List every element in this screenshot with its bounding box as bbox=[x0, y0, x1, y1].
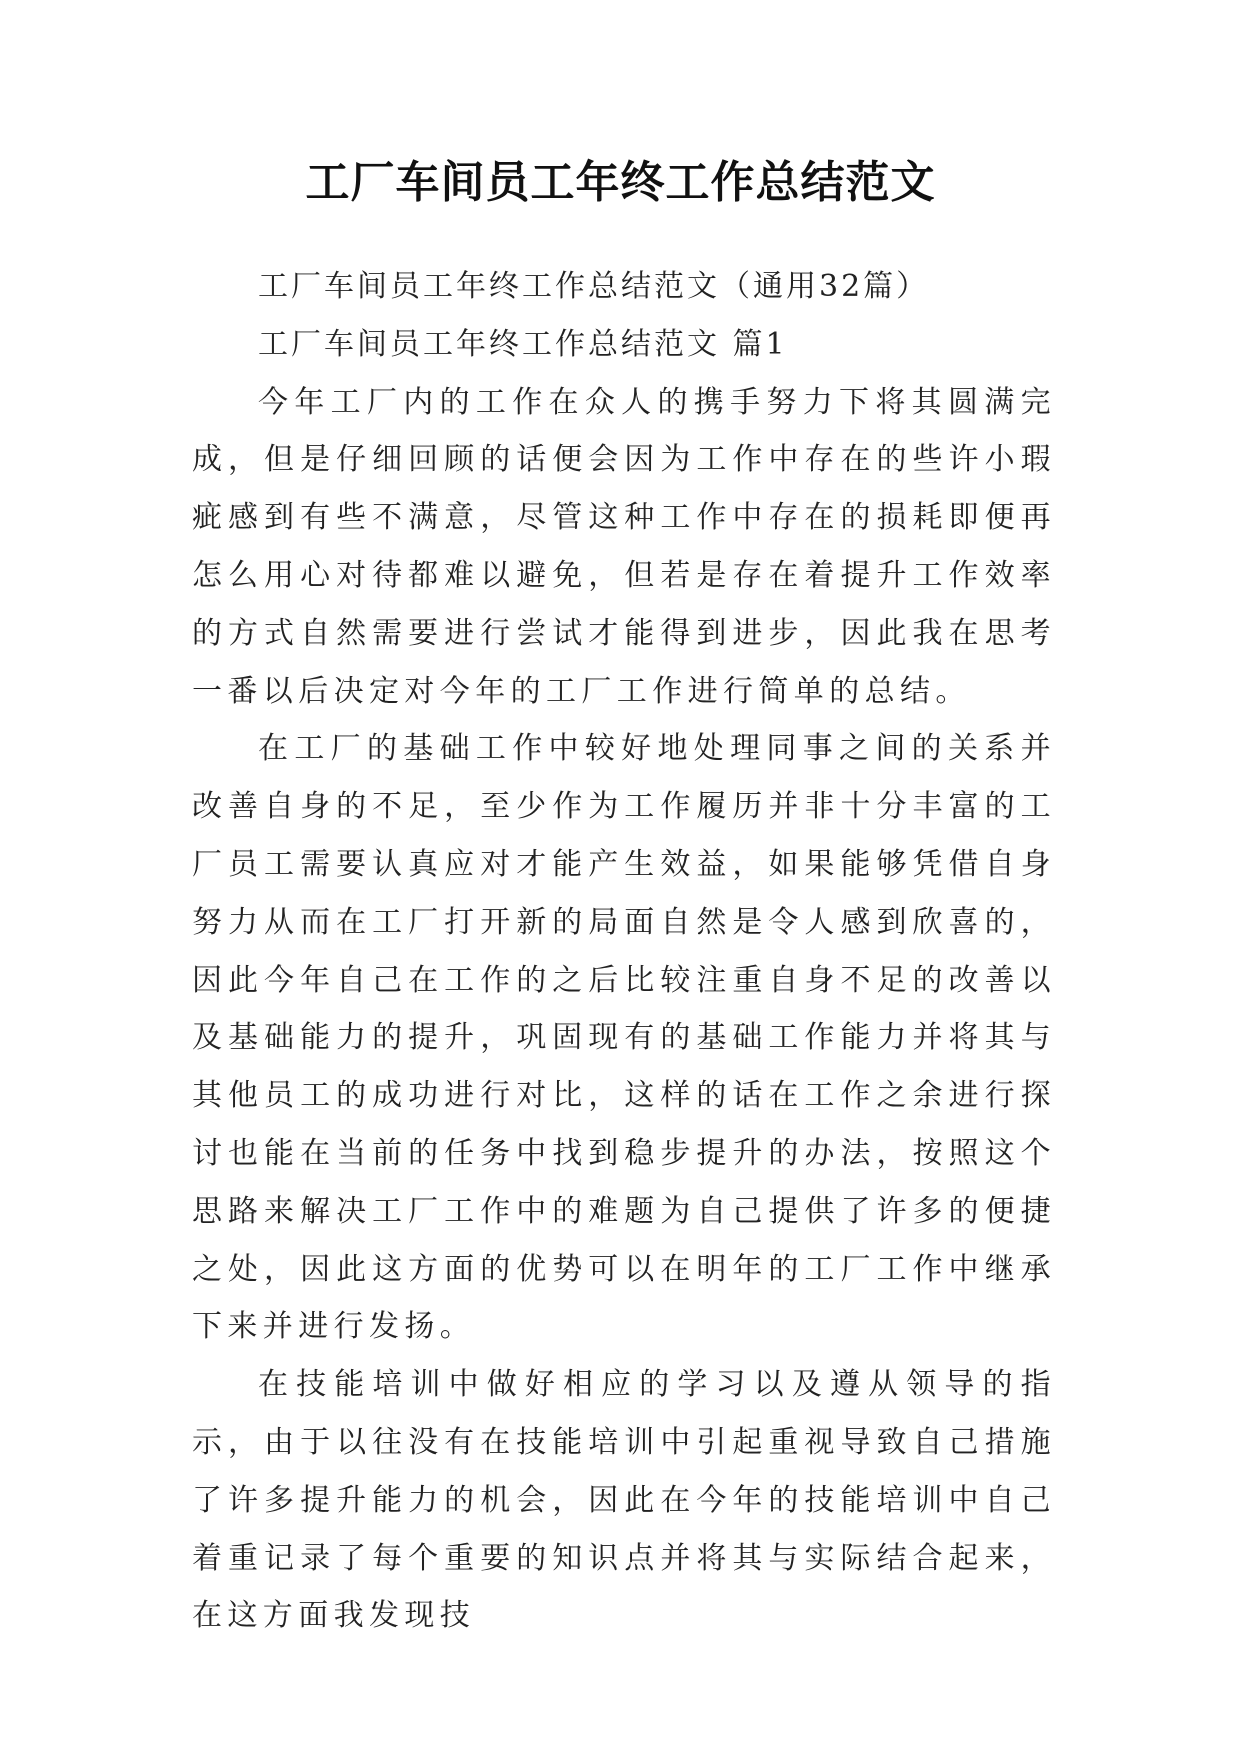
body-paragraph: 在工厂的基础工作中较好地处理同事之间的关系并改善自身的不足，至少作为工作履历并非十分丰富的工厂员工需要认真应对才能产生效益，如果能够凭借自身努力从而在工厂打开新的局面自然是令人感到欣喜的，因此今年自己在工作的之后比较注重自身不足的改善以及基础能力的提升，巩固现有的基础工作能力并将其与其他员工的成功进行对比，这样的话在工作之余进行探讨也能在当前的任务中找到稳步提升的办法，按照这个思路来解决工厂工作中的难题为自己提供了许多的便捷之处，因此这方面的优势可以在明年的工厂工作中继承下来并进行发扬。 bbox=[192, 731, 1056, 1345]
body-paragraph: 在技能培训中做好相应的学习以及遵从领导的指示，由于以往没有在技能培训中引起重视导致自己措施了许多提升能力的机会，因此在今年的技能培训中自己着重记录了每个重要的知识点并将其与实际结合起来，在这方面我发现技 bbox=[192, 1367, 1056, 1634]
section-heading: 工厂车间员工年终工作总结范文 篇1 bbox=[258, 326, 788, 362]
body-paragraph: 今年工厂内的工作在众人的携手努力下将其圆满完成，但是仔细回顾的话便会因为工作中存在的些许小瑕疵感到有些不满意，尽管这种工作中存在的损耗即便再怎么用心对待都难以避免，但若是存在着提升工作效率的方式自然需要进行尝试才能得到进步，因此我在思考一番以后决定对今年的工厂工作进行简单的总结。 bbox=[192, 384, 1056, 709]
document-subtitle: 工厂车间员工年终工作总结范文（通用32篇） bbox=[258, 269, 930, 304]
document-body bbox=[192, 258, 1056, 1645]
document-title: 工厂车间员工年终工作总结范文 bbox=[305, 157, 936, 208]
